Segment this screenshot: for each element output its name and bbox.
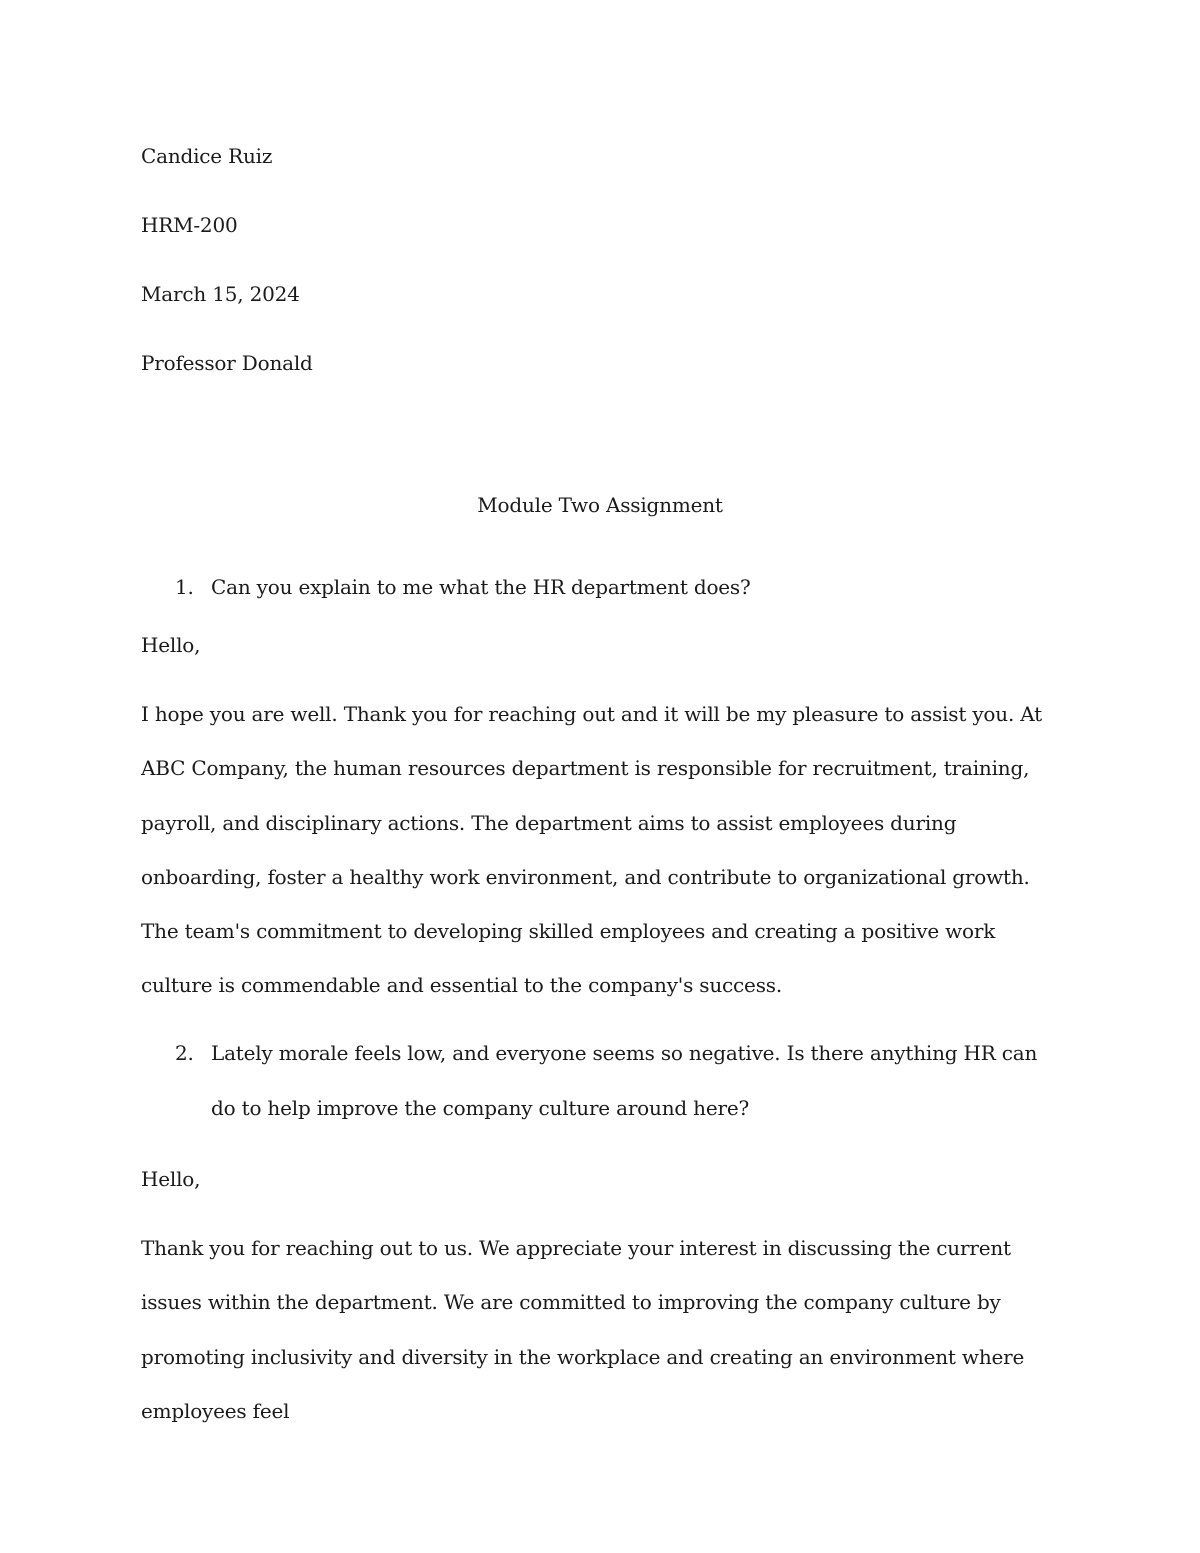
course-code: HRM-200 [141,213,238,237]
question-text: Lately morale feels low, and everyone seems so negative. Is there anything HR can do to help improve the company culture around here? [211,1041,1038,1120]
list-item [141,1026,1059,1136]
question-2 [141,1026,1059,1136]
question-text: Can you explain to me what the HR department does? [211,575,751,599]
question-number: 2. [175,1041,194,1065]
student-name: Candice Ruiz [141,144,273,168]
response-2: Thank you for reaching out to us. We appreciate your interest in discussing the current issues within the department. We are committed to improving the company culture by promoting inclusivity and diversity in the workplace and creating an environment where employees feel [141,1236,1025,1423]
document-body [141,141,1061,1423]
assignment-title: Module Two Assignment [477,493,723,517]
response-1: I hope you are well. Thank you for reaching out and it will be my pleasure to assist you. At ABC Company, the human resources department is responsible for recruitment, training, payroll, and disciplinary actions. The department aims to assist employees during onboarding, foster a healthy work environment, and contribute to organizational growth. The team's commitment to developing skilled employees and creating a positive work culture is commendable and essential to the company's success. [141,702,1042,998]
greeting-1: Hello, [141,633,201,657]
list-item [141,560,1059,615]
professor-name: Professor Donald [141,351,313,375]
greeting-2: Hello, [141,1167,201,1191]
submission-date: March 15, 2024 [141,282,300,306]
question-1 [141,560,1059,615]
question-number: 1. [175,575,194,599]
